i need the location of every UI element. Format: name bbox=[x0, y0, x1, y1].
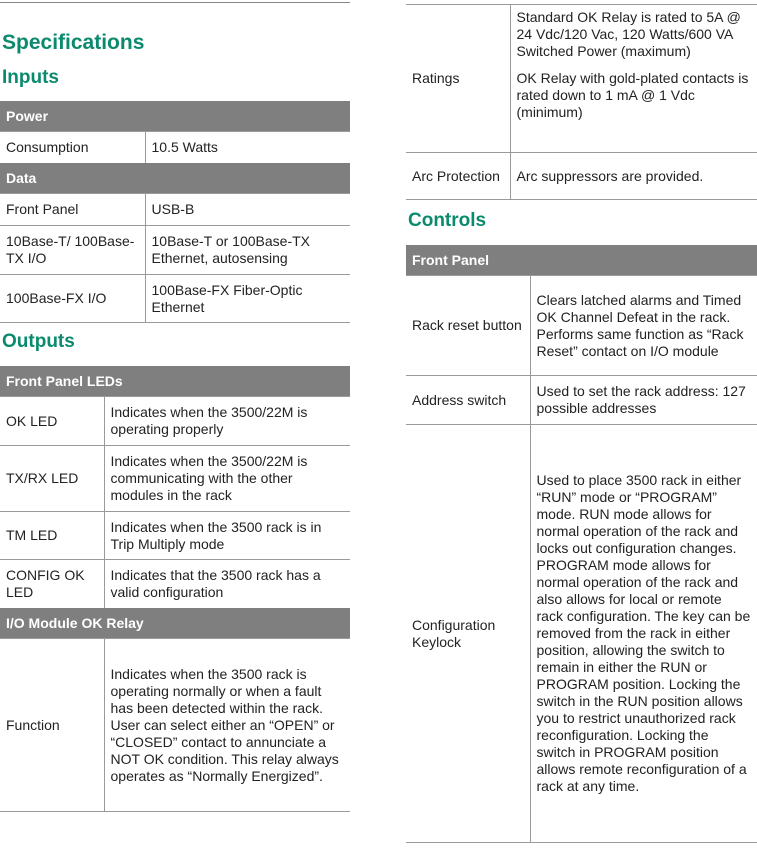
row-value: Clears latched alarms and Timed OK Channel Defeat in the rack. Performs same function as “Rack Reset” contact on I/O module bbox=[530, 276, 757, 376]
row-value: USB-B bbox=[145, 194, 350, 226]
table-row bbox=[0, 132, 350, 164]
front-panel-leds-header: Front Panel LEDs bbox=[0, 366, 350, 396]
row-value: Used to set the rack address: 127 possible addresses bbox=[530, 376, 757, 425]
data-header: Data bbox=[0, 163, 350, 193]
table-row bbox=[0, 275, 350, 323]
inputs-heading: Inputs bbox=[2, 67, 59, 88]
table-row bbox=[406, 376, 757, 425]
row-value: Indicates when the 3500/22M is communicating with the other modules in the rack bbox=[104, 446, 350, 512]
row-value: Used to place 3500 rack in either “RUN” mode or “PROGRAM” mode. RUN mode allows for normal operation of the rack and locks out configuration changes. PROGRAM mode allows for normal operation of the rack and also allows for local or remote rack configuration. The key can be removed from the rack in either position, allowing the switch to remain in either the RUN or PROGRAM position. Locking the switch in the RUN position allows you to restrict unauthorized rack reconfiguration. Locking the switch in PROGRAM position allows remote reconfiguration of a rack at any time. bbox=[530, 425, 757, 843]
relay-table bbox=[0, 638, 350, 812]
power-header: Power bbox=[0, 101, 350, 131]
row-label: 10Base-T/ 100Base-TX I/O bbox=[0, 226, 145, 275]
controls-front-panel-header: Front Panel bbox=[406, 245, 757, 275]
row-label: OK LED bbox=[0, 397, 104, 446]
row-label: Front Panel bbox=[0, 194, 145, 226]
specifications-heading: Specifications bbox=[2, 31, 145, 54]
row-label: Function bbox=[0, 639, 104, 812]
power-table bbox=[0, 131, 350, 164]
row-value: 10Base-T or 100Base-TX Ethernet, autosensing bbox=[145, 226, 350, 275]
row-value: 100Base-FX Fiber-Optic Ethernet bbox=[145, 275, 350, 323]
data-table bbox=[0, 193, 350, 323]
row-label: Configuration Keylock bbox=[406, 425, 530, 843]
row-value: 10.5 Watts bbox=[145, 132, 350, 164]
table-row bbox=[406, 153, 757, 200]
table-row bbox=[0, 194, 350, 226]
top-rule-left bbox=[0, 2, 350, 3]
io-module-ok-relay-header: I/O Module OK Relay bbox=[0, 608, 350, 638]
row-value: Indicates when the 3500 rack is in Trip Multiply mode bbox=[104, 512, 350, 560]
ratings-text-2: OK Relay with gold-plated contacts is rated down to 1 mA @ 1 Vdc (minimum) bbox=[516, 70, 749, 120]
table-row bbox=[0, 446, 350, 512]
ratings-text-1: Standard OK Relay is rated to 5A @ 24 Vdc/120 Vac, 120 Watts/600 VA Switched Power (maximum) bbox=[516, 9, 741, 59]
row-label: Rack reset button bbox=[406, 276, 530, 376]
row-label: 100Base-FX I/O bbox=[0, 275, 145, 323]
row-label: Arc Protection bbox=[406, 153, 510, 200]
table-row bbox=[406, 5, 757, 153]
row-label: Ratings bbox=[406, 5, 510, 153]
table-row bbox=[406, 276, 757, 376]
table-row bbox=[0, 639, 350, 812]
relay-continued-table bbox=[406, 4, 757, 200]
row-label: Address switch bbox=[406, 376, 530, 425]
row-label: TM LED bbox=[0, 512, 104, 560]
row-value: Indicates when the 3500 rack is operating normally or when a fault has been detected within the rack. User can select either an “OPEN” or “CLOSED” contact to annunciate a NOT OK condition. This relay always operates as “Normally Energized”. bbox=[104, 639, 350, 812]
table-row bbox=[0, 397, 350, 446]
row-label: Consumption bbox=[0, 132, 145, 164]
outputs-heading: Outputs bbox=[2, 331, 75, 352]
table-row bbox=[0, 560, 350, 609]
controls-heading: Controls bbox=[408, 210, 487, 231]
row-value bbox=[510, 5, 757, 153]
table-row bbox=[406, 425, 757, 843]
row-label: TX/RX LED bbox=[0, 446, 104, 512]
table-row bbox=[0, 512, 350, 560]
row-value: Arc suppressors are provided. bbox=[510, 153, 757, 200]
row-label: CONFIG OK LED bbox=[0, 560, 104, 609]
leds-table bbox=[0, 396, 350, 609]
table-row bbox=[0, 226, 350, 275]
controls-table bbox=[406, 275, 757, 843]
row-value: Indicates when the 3500/22M is operating properly bbox=[104, 397, 350, 446]
row-value: Indicates that the 3500 rack has a valid configuration bbox=[104, 560, 350, 609]
